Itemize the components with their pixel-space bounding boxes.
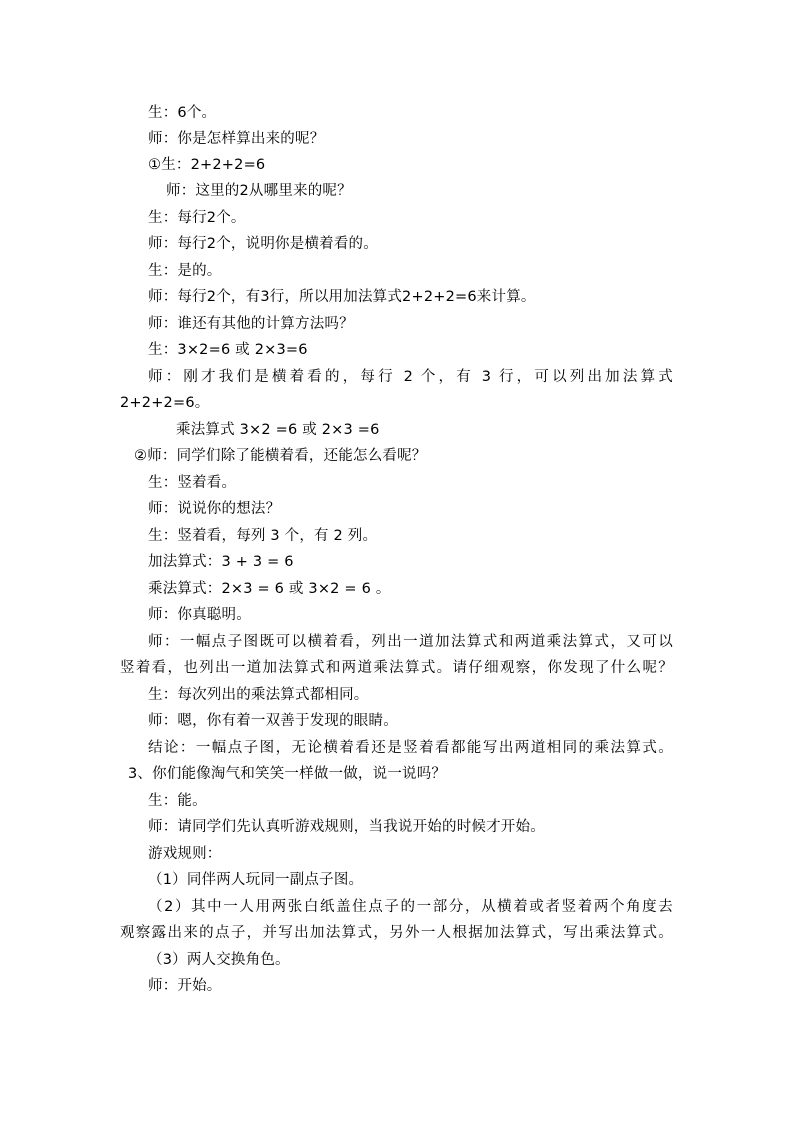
text-line: 乘法算式：2×3 = 6 或 3×2 = 6 。 <box>148 581 391 597</box>
text-line: （3）两人交换角色。 <box>148 952 290 968</box>
text-line: 乘法算式 3×2 =6 或 2×3 =6 <box>176 422 380 438</box>
text-line: 生：6个。 <box>148 105 217 121</box>
text-line: 师：请同学们先认真听游戏规则，当我说开始的时候才开始。 <box>148 819 545 835</box>
text-line: 加法算式：3 + 3 = 6 <box>148 554 294 570</box>
text-line: 游戏规则： <box>148 846 222 862</box>
text-line: 生：竖着看，每列 3 个，有 2 列。 <box>148 528 378 544</box>
text-line: ②师：同学们除了能横着看，还能怎么看呢？ <box>134 448 427 464</box>
text-line: 师：开始。 <box>148 978 222 994</box>
text-line: 生：竖着看。 <box>148 475 237 491</box>
text-line: 观察露出来的点子，并写出加法算式，另外一人根据加法算式，写出乘法算式。 <box>120 925 673 941</box>
text-line: 师：这里的2从哪里来的呢？ <box>166 183 352 199</box>
text-line: 师：你真聪明。 <box>148 607 251 623</box>
text-line: 生：每次列出的乘法算式都相同。 <box>148 687 369 703</box>
text-line: ①生：2+2+2=6 <box>148 157 266 173</box>
text-line: 师：一幅点子图既可以横着看，列出一道加法算式和两道乘法算式，又可以 <box>148 634 673 650</box>
text-line: 结论：一幅点子图，无论横着看还是竖着看都能写出两道相同的乘法算式。 <box>148 740 673 756</box>
text-line: 师：每行2个，说明你是横着看的。 <box>148 236 378 252</box>
text-line: 生：3×2=6 或 2×3=6 <box>148 342 308 358</box>
text-line: 2+2+2=6。 <box>120 395 210 411</box>
text-line: 生：每行2个。 <box>148 210 246 226</box>
text-line: （1）同伴两人玩同一副点子图。 <box>148 872 364 888</box>
text-line: 师：刚才我们是横着看的，每行 2 个，有 3 行，可以列出加法算式 <box>148 369 673 385</box>
text-line: 竖着看，也列出一道加法算式和两道乘法算式。请仔细观察，你发现了什么呢？ <box>120 660 673 676</box>
text-line: 生：能。 <box>148 793 207 809</box>
text-line: 3、你们能像淘气和笑笑一样做一做，说一说吗？ <box>128 766 447 782</box>
text-line: 师：说说你的想法？ <box>148 501 281 517</box>
text-line: 师：你是怎样算出来的呢？ <box>148 131 325 147</box>
text-line: 生：是的。 <box>148 263 222 279</box>
text-line: （2）其中一人用两张白纸盖住点子的一部分，从横着或者竖着两个角度去 <box>148 899 673 915</box>
text-line: 师：谁还有其他的计算方法吗？ <box>148 316 354 332</box>
text-line: 师：每行2个，有3行，所以用加法算式2+2+2=6来计算。 <box>148 289 536 305</box>
text-line: 师：嗯，你有着一双善于发现的眼睛。 <box>148 713 398 729</box>
